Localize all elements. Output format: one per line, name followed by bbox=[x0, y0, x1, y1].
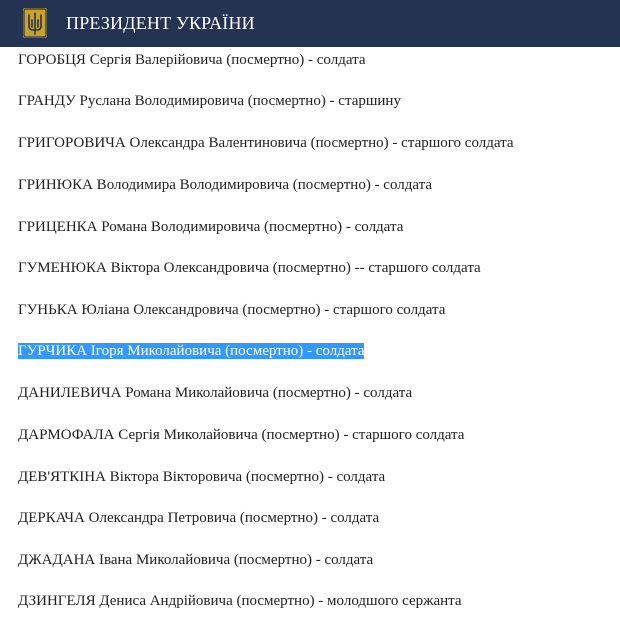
list-item bbox=[18, 92, 401, 110]
trident-icon-graphic bbox=[23, 8, 47, 38]
list-item-selected bbox=[18, 342, 364, 360]
list-item-text: ГРИЦЕНКА Романа Володимировича (посмертно) - солдата bbox=[18, 219, 404, 235]
list-item bbox=[18, 509, 379, 527]
list-item bbox=[18, 51, 366, 69]
list-item bbox=[18, 301, 445, 319]
list-item-text: ДЕВ'ЯТКІНА Віктора Вікторовича (посмертно) - солдата bbox=[18, 469, 386, 485]
trident-icon[interactable] bbox=[23, 8, 47, 38]
list-item-text: ГРИГОРОВИЧА Олександра Валентиновича (посмертно) - старшого солдата bbox=[18, 135, 514, 151]
list-item-text: ДАНИЛЕВИЧА Романа Миколайовича (посмертно) - солдата bbox=[18, 385, 413, 401]
site-title[interactable]: ПРЕЗИДЕНТ УКРАЇНИ bbox=[66, 13, 255, 33]
site-header bbox=[0, 0, 620, 47]
list-item bbox=[18, 551, 373, 569]
list-item-text: ГРАНДУ Руслана Володимировича (посмертно) - старшину bbox=[18, 93, 401, 109]
list-item-text: ГРИНЮКА Володимира Володимировича (посмертно) - солдата bbox=[18, 177, 433, 193]
list-item-text: ДЖАДАНА Івана Миколайовича (посмертно) - солдата bbox=[18, 552, 374, 568]
list-item-text: ДАРМОФАЛА Сергія Миколайовича (посмертно) - старшого солдата bbox=[18, 427, 465, 443]
list-item-text: ДЕРКАЧА Олександра Петровича (посмертно) - солдата bbox=[18, 510, 380, 526]
list-item bbox=[18, 259, 481, 277]
list-item bbox=[18, 134, 514, 152]
list-item-text: ГУМЕНЮКА Віктора Олександровича (посмертно) -- старшого солдата bbox=[18, 260, 481, 276]
list-item-text: ГОРОБЦЯ Сергія Валерійовича (посмертно) - солдата bbox=[18, 52, 366, 68]
list-item-text: ГУНЬКА Юліана Олександровича (посмертно) - старшого солдата bbox=[18, 302, 446, 318]
list-item bbox=[18, 426, 464, 444]
list-item bbox=[18, 218, 403, 236]
list-item bbox=[18, 592, 462, 610]
list-item-text: ДЗИНГЕЛЯ Дениса Андрійовича (посмертно) - молодшого сержанта bbox=[18, 593, 462, 609]
list-item bbox=[18, 176, 432, 194]
selected-text: ГУРЧИКА Ігоря Миколайовича (посмертно) - солдата bbox=[18, 343, 365, 359]
list-item bbox=[18, 384, 412, 402]
list-item bbox=[18, 468, 385, 486]
